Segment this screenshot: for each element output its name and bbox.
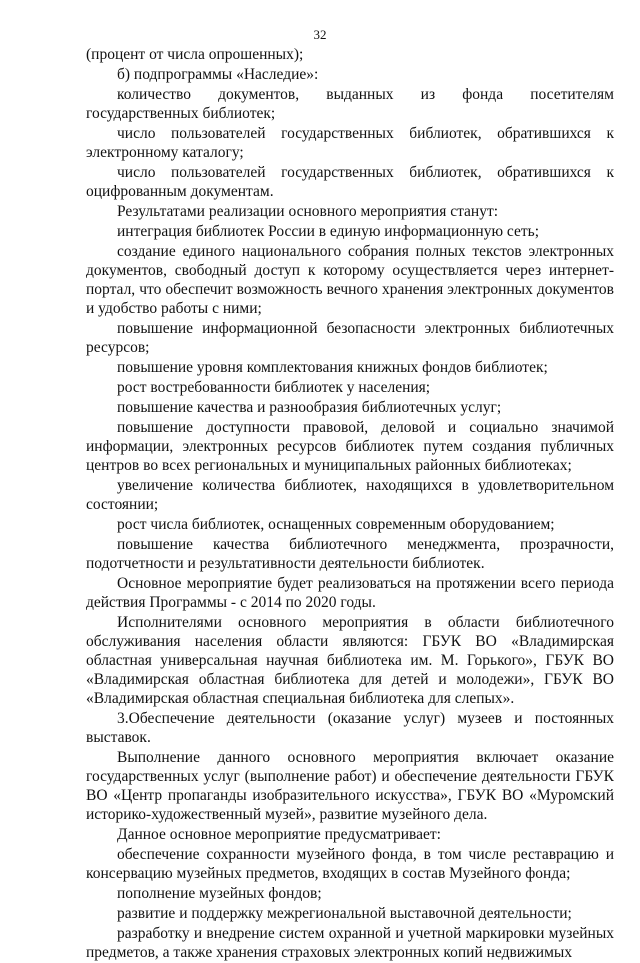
paragraph: Выполнение данного основного мероприятия включает оказание государственных услуг (выполнение работ) и обеспечение деятельности ГБУК ВО «Центр пропаганды изобразительного искусства», ГБУК ВО «Муромский историко-художественный музей», развитие музейного дела. [86,749,614,823]
paragraph: (процент от числа опрошенных); [86,46,304,63]
paragraph: Исполнителями основного мероприятия в области библиотечного обслуживания населения области являются: ГБУК ВО «Владимирская областная универсальная научная библиотека им. М. Горького», ГБУК ВО «Владимирская областная библиотека для детей и молодежи», ГБУК ВО «Владимирская областная специальная библиотека для слепых». [86,614,614,707]
paragraph: увеличение количества библиотек, находящихся в удовлетворительном состоянии; [86,477,614,513]
paragraph: пополнение музейных фондов; [117,885,322,902]
page-number: 32 [313,27,327,42]
section-heading: 3.Обеспечение деятельности (оказание услуг) музеев и постоянных выставок. [86,710,614,746]
paragraph: повышение качества библиотечного менеджмента, прозрачности, подотчетности и результативности деятельности библиотек. [86,536,614,572]
paragraph: Основное мероприятие будет реализоваться на протяжении всего периода действия Программы - с 2014 по 2020 годы. [86,575,614,611]
paragraph: повышение уровня комплектования книжных фондов библиотек; [117,359,548,376]
paragraph: б) подпрограммы «Наследие»: [117,66,319,83]
paragraph: повышение доступности правовой, деловой и социально значимой информации, электронных ресурсов библиотек путем создания публичных центров во всех региональных и муниципальных районных библиотеках; [86,419,614,474]
paragraph: рост востребованности библиотек у населения; [117,379,431,396]
paragraph: обеспечение сохранности музейного фонда, в том числе реставрацию и консервацию музейных предметов, входящих в состав Музейного фонда; [86,846,614,882]
paragraph: создание единого национального собрания полных текстов электронных документов, свободный доступ к которому осуществляется через интернет-портал, что обеспечит возможность вечного хранения электронных документов и удобство работы с ними; [86,243,614,317]
paragraph: развитие и поддержку межрегиональной выставочной деятельности; [117,905,572,922]
paragraph: Результатами реализации основного мероприятия станут: [117,203,499,220]
paragraph: рост числа библиотек, оснащенных современным оборудованием; [117,516,555,533]
paragraph: количество документов, выданных из фонда посетителям государственных библиотек; [86,86,614,122]
paragraph: повышение качества и разнообразия библиотечных услуг; [117,399,502,416]
paragraph: число пользователей государственных библиотек, обратившихся к оцифрованным документам. [86,164,614,200]
paragraph: разработку и внедрение систем охранной и учетной маркировки музейных предметов, а также хранения страховых электронных копий недвижимых [86,925,614,961]
paragraph: число пользователей государственных библиотек, обратившихся к электронному каталогу; [86,125,614,161]
paragraph: повышение информационной безопасности электронных библиотечных ресурсов; [86,320,614,356]
document-body [86,45,614,963]
paragraph: интеграция библиотек России в единую информационную сеть; [117,223,539,240]
paragraph: Данное основное мероприятие предусматривает: [117,826,441,843]
